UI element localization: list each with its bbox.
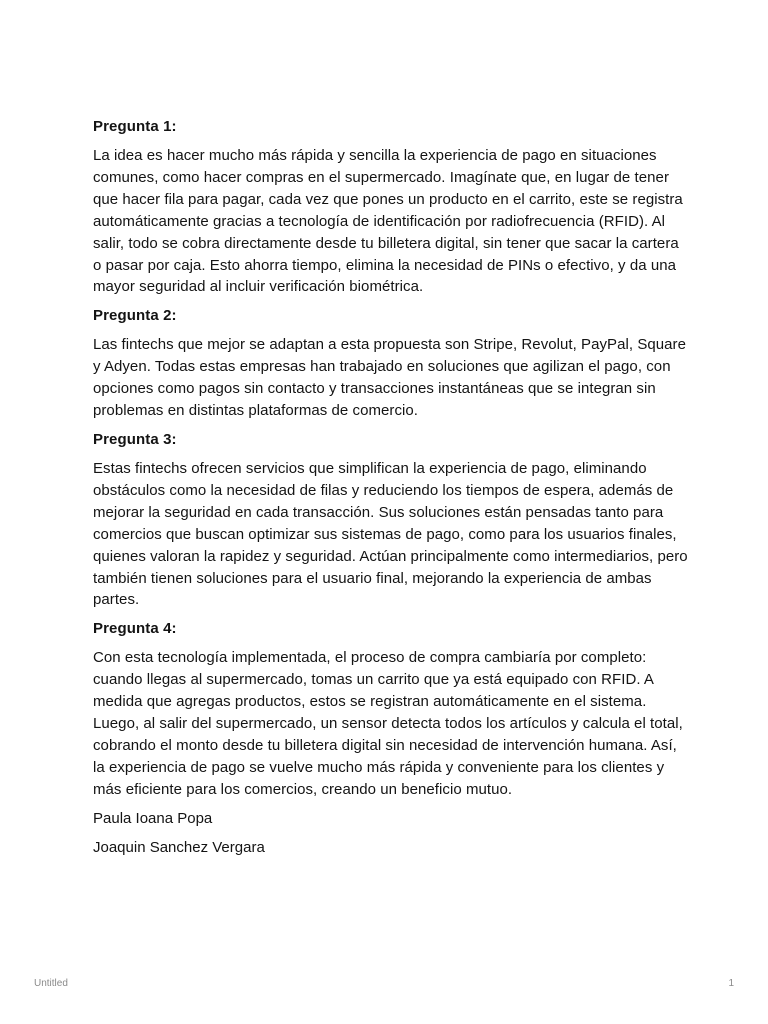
- section-heading: Pregunta 4:: [93, 620, 177, 638]
- section-heading: Pregunta 1:: [93, 118, 177, 135]
- footer-page-number: 1: [728, 978, 734, 989]
- section-body: Con esta tecnología implementada, el proceso de compra cambiaría por completo: cuando llegas al supermercado, tomas un carrito que ya está equipado con RFID. A medida que agregas productos, estos se registran automáticamente en el sistema. Luego, al salir del supermercado, un sensor detecta todos los artículos y calcula el total, cobrando el monto desde tu billetera digital sin necesidad de intervención humana. Así, la experiencia de pago se vuelve mucho más rápida y conveniente para los clientes y más eficiente para los comercios, creando un beneficio mutuo.: [93, 649, 683, 798]
- section-body: Estas fintechs ofrecen servicios que simplifican la experiencia de pago, eliminando obstáculos como la necesidad de filas y reduciendo los tiempos de espera, además de mejorar la seguridad en cada transacción. Sus soluciones están pensadas tanto para comercios que buscan optimizar sus sistemas de pago, como para los usuarios finales, quienes valoran la rapidez y seguridad. Actúan principalmente como intermediarios, pero también tienen soluciones para el usuario final, mejorando la experiencia de ambas partes.: [93, 459, 688, 609]
- section-pregunta-4: [93, 618, 689, 800]
- section-pregunta-1: [93, 116, 689, 298]
- section-heading: Pregunta 2:: [93, 307, 177, 325]
- section-heading: Pregunta 3:: [93, 430, 177, 448]
- section-body: La idea es hacer mucho más rápida y sencilla la experiencia de pago en situaciones comunes, como hacer compras en el supermercado. Imagínate que, en lugar de tener que hacer fila para pagar, cada vez que pones un producto en el carrito, este se registra automáticamente gracias a tecnología de identificación por radiofrecuencia (RFID). Al salir, todo se cobra directamente desde tu billetera digital, sin tener que sacar la cartera o pasar por caja. Esto ahorra tiempo, elimina la necesidad de PINs o efectivo, y da una mayor seguridad al incluir verificación biométrica.: [93, 147, 683, 296]
- section-body: Las fintechs que mejor se adaptan a esta propuesta son Stripe, Revolut, PayPal, Square y Adyen. Todas estas empresas han trabajado en soluciones que agilizan el pago, con opciones como pagos sin contacto y transacciones instantáneas que se integran sin problemas en distintas plataformas de comercio.: [93, 336, 686, 420]
- footer-document-title: Untitled: [34, 978, 68, 989]
- section-pregunta-3: [93, 429, 689, 611]
- author-name: Paula Ioana Popa: [93, 809, 213, 827]
- section-pregunta-2: [93, 305, 689, 422]
- author-name: Joaquin Sanchez Vergara: [93, 838, 265, 856]
- document-content: [93, 116, 689, 866]
- authors: [93, 808, 689, 859]
